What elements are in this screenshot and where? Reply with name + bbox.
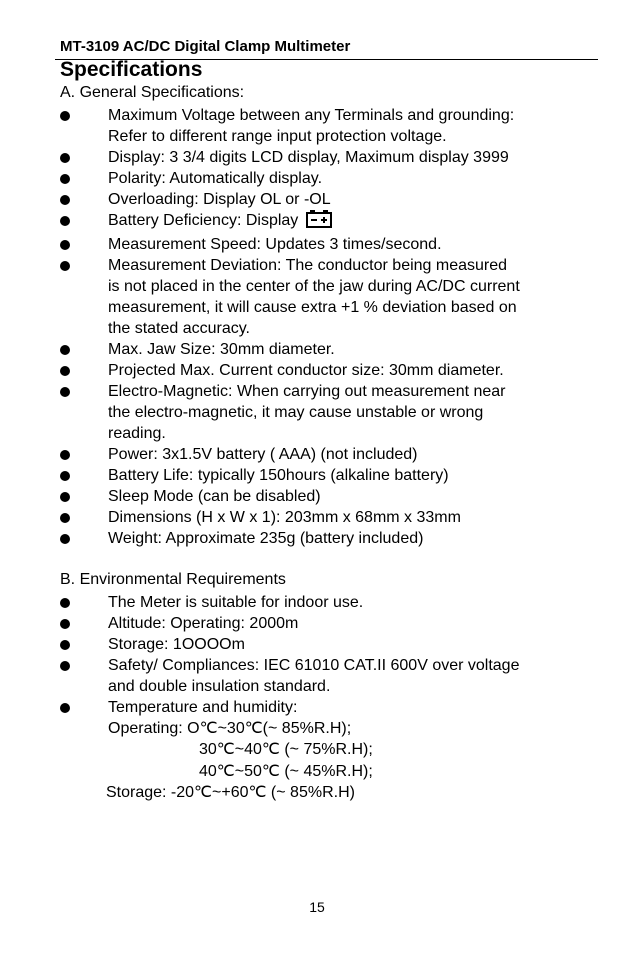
list-item-text: Max. Jaw Size: 30mm diameter. [108,341,335,358]
list-item [60,613,600,634]
list-item-text: Refer to different range input protection voltage. [108,128,447,145]
list-item-text: The Meter is suitable for indoor use. [108,594,364,611]
list-item [60,507,600,528]
list-item [60,339,600,360]
list-item [60,189,600,210]
list-item [60,444,600,465]
environmental-list [60,592,600,718]
bullet-icon [60,345,70,355]
list-item-text: is not placed in the center of the jaw during AC/DC current [108,278,520,295]
bullet-icon [60,195,70,205]
list-item-text: Battery Life: typically 150hours (alkaline battery) [108,467,449,484]
list-item-text: and double insulation standard. [108,678,331,695]
list-item-text: Electro-Magnetic: When carrying out measurement near [108,383,506,400]
temp-operating-line: 30℃~40℃ (~ 75%R.H); [199,741,373,758]
bullet-icon [60,471,70,481]
list-item [60,465,600,486]
list-item-text: the stated accuracy. [108,320,250,337]
document-header: MT-3109 AC/DC Digital Clamp Multimeter [60,38,351,55]
list-item-text: Power: 3x1.5V battery ( AAA) (not included) [108,446,418,463]
list-item [60,234,600,255]
list-item [60,360,600,381]
bullet-icon [60,111,70,121]
bullet-icon [60,450,70,460]
temp-operating-line: 40℃~50℃ (~ 45%R.H); [199,763,373,780]
list-item [60,697,600,718]
list-item-text: Measurement Deviation: The conductor being measured [108,257,508,274]
list-item-text: Temperature and humidity: [108,699,298,716]
battery-low-icon [306,210,332,234]
bullet-icon [60,661,70,671]
bullet-icon [60,534,70,544]
bullet-icon [60,261,70,271]
bullet-icon [60,174,70,184]
list-item-text: the electro-magnetic, it may cause unstable or wrong [108,404,484,421]
list-item-text: Weight: Approximate 235g (battery included) [108,530,424,547]
list-item [60,105,600,147]
list-item-text: Projected Max. Current conductor size: 30mm diameter. [108,362,504,379]
page-number: 15 [309,899,325,915]
general-specs-list [60,105,600,549]
list-item [60,255,600,339]
list-item [60,210,600,234]
list-item [60,147,600,168]
list-item-text: reading. [108,425,166,442]
list-item [60,634,600,655]
list-item-text: Maximum Voltage between any Terminals and grounding: [108,107,515,124]
list-item-text: Polarity: Automatically display. [108,170,323,187]
bullet-icon [60,619,70,629]
list-item [60,486,600,507]
bullet-icon [60,153,70,163]
list-item-text: measurement, it will cause extra +1 % deviation based on [108,299,517,316]
bullet-icon [60,387,70,397]
list-item-text: Sleep Mode (can be disabled) [108,488,321,505]
general-specs-heading: A. General Specifications: [60,84,245,101]
bullet-icon [60,598,70,608]
bullet-icon [60,703,70,713]
list-item [60,168,600,189]
bullet-icon [60,640,70,650]
list-item-text: Battery Deficiency: Display [108,212,299,229]
list-item [60,381,600,444]
environmental-heading: B. Environmental Requirements [60,571,286,588]
list-item-text: Safety/ Compliances: IEC 61010 CAT.II 600V over voltage [108,657,520,674]
list-item-text: Display: 3 3/4 digits LCD display, Maximum display 3999 [108,149,509,166]
list-item [60,655,600,697]
temp-storage-line: Storage: -20℃~+60℃ (~ 85%R.H) [106,784,355,801]
page-title: Specifications [60,58,203,81]
bullet-icon [60,492,70,502]
bullet-icon [60,513,70,523]
bullet-icon [60,240,70,250]
list-item-text: Measurement Speed: Updates 3 times/second. [108,236,442,253]
list-item [60,528,600,549]
temp-operating-line: Operating: O℃~30℃(~ 85%R.H); [108,720,352,737]
list-item-text: Overloading: Display OL or -OL [108,191,331,208]
bullet-icon [60,366,70,376]
list-item-text: Altitude: Operating: 2000m [108,615,299,632]
list-item [60,592,600,613]
list-item-text: Storage: 1OOOOm [108,636,245,653]
list-item-text: Dimensions (H x W x 1): 203mm x 68mm x 33mm [108,509,461,526]
bullet-icon [60,216,70,226]
